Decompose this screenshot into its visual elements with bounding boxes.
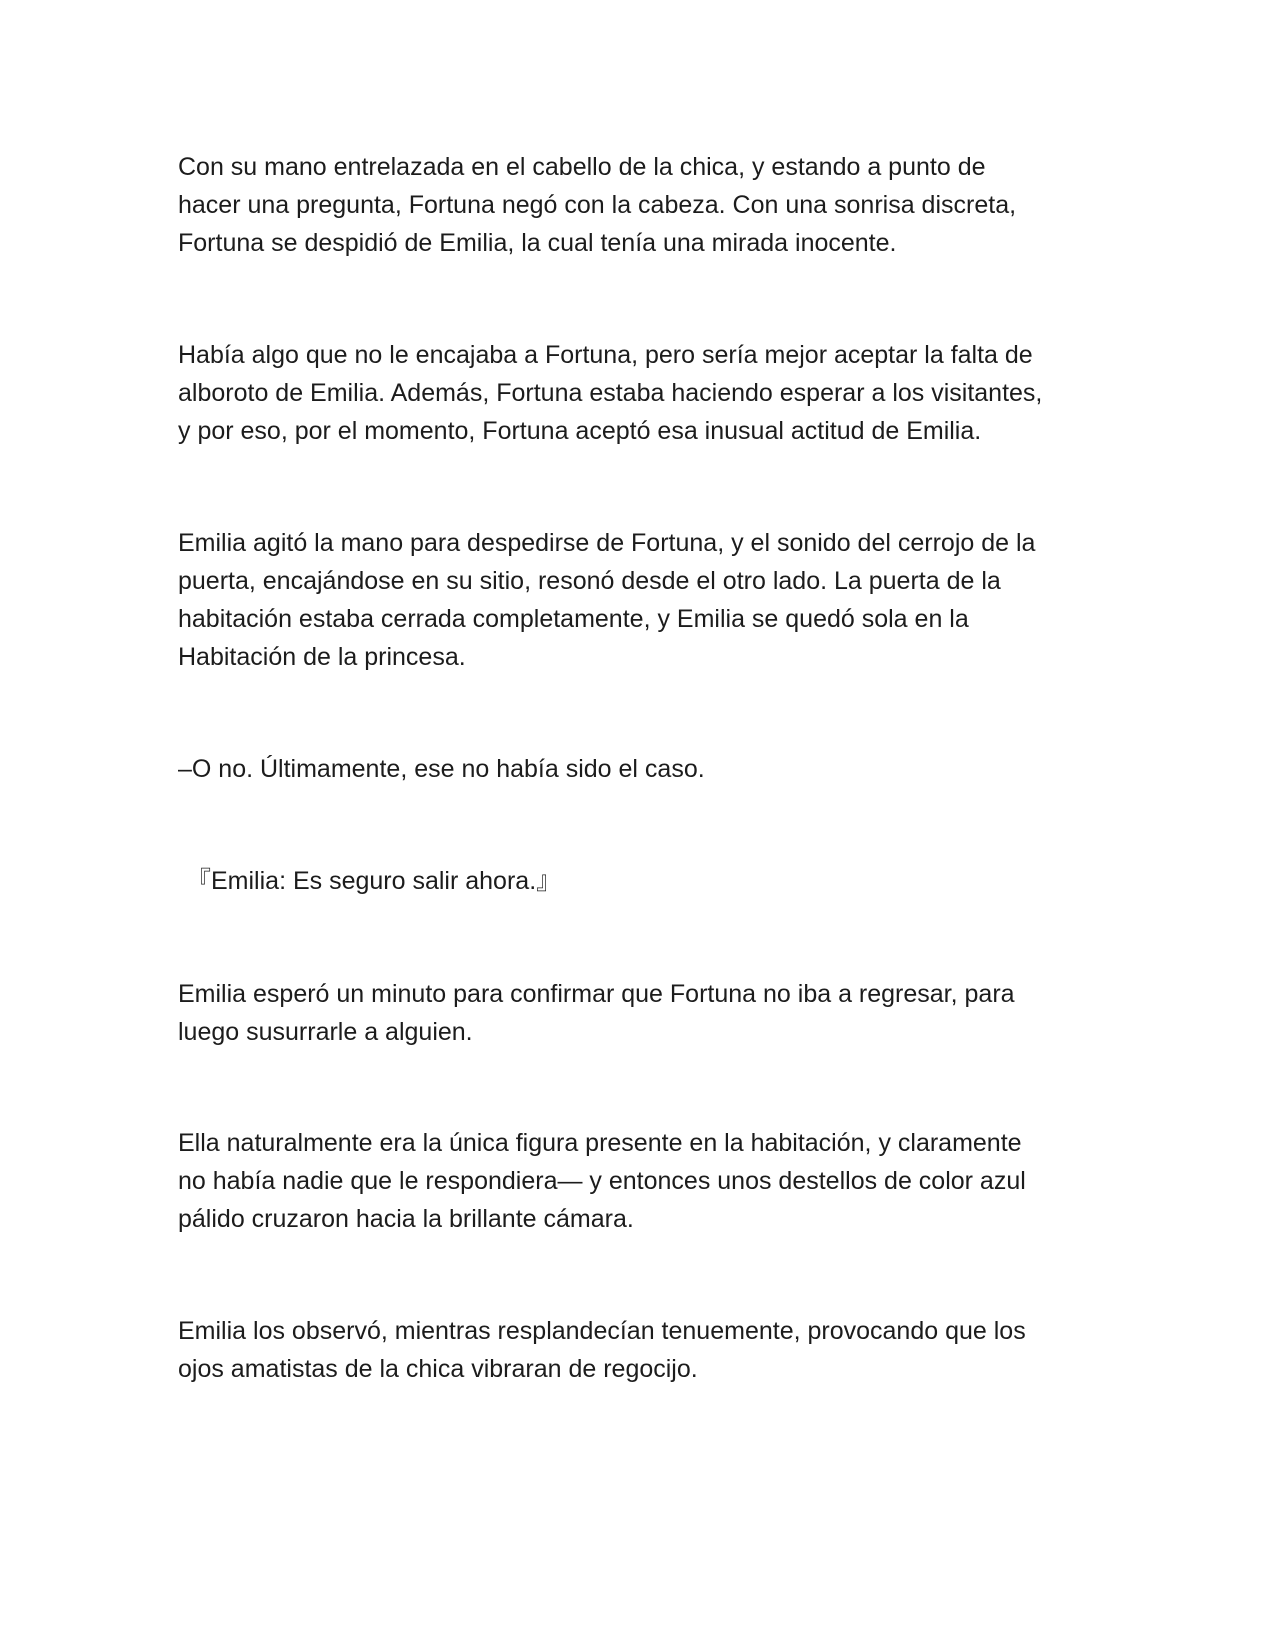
dialogue-line: 『Emilia: Es seguro salir ahora.』 — [186, 867, 562, 895]
paragraph: –O no. Últimamente, ese no había sido el caso. — [178, 755, 705, 783]
paragraph: Emilia agitó la mano para despedirse de Fortuna, y el sonido del cerrojo de la puerta, encajándose en su sitio, resonó desde el otro lado. La puerta de la habitación estaba cerrada completamente, y Emilia se quedó sola en la Habitación de la princesa. — [178, 529, 1036, 671]
paragraph: Emilia esperó un minuto para confirmar que Fortuna no iba a regresar, para luego susurrarle a alguien. — [178, 980, 1015, 1046]
paragraph: Había algo que no le encajaba a Fortuna, pero sería mejor aceptar la falta de alboroto de Emilia. Además, Fortuna estaba haciendo esperar a los visitantes, y por eso, por el momento, Fortuna aceptó esa inusual actitud de Emilia. — [178, 341, 1043, 445]
paragraph: Ella naturalmente era la única figura presente en la habitación, y claramente no había nadie que le respondiera— y entonces unos destellos de color azul pálido cruzaron hacia la brillante cámara. — [178, 1129, 1026, 1233]
paragraph: Con su mano entrelazada en el cabello de la chica, y estando a punto de hacer una pregunta, Fortuna negó con la cabeza. Con una sonrisa discreta, Fortuna se despidió de Emilia, la cual tenía una mirada inocente. — [178, 153, 1017, 257]
paragraph: Emilia los observó, mientras resplandecían tenuemente, provocando que los ojos amatistas de la chica vibraran de regocijo. — [178, 1317, 1026, 1383]
